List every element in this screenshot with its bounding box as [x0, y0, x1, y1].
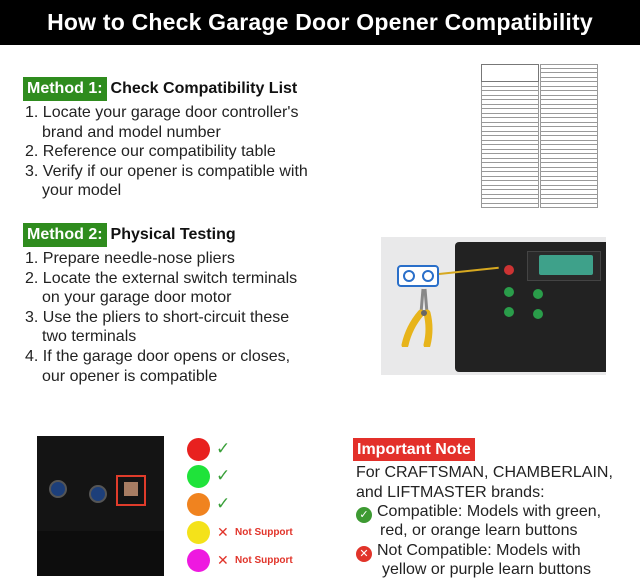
- method2-step-4-cont: our opener is compatible: [42, 367, 218, 385]
- pliers-icon: [401, 287, 441, 347]
- method2-steps: [25, 249, 297, 386]
- method2-heading: Physical Testing: [110, 226, 236, 243]
- method2-step-2-cont: on your garage door motor: [42, 289, 232, 307]
- indicator-light: [533, 309, 543, 319]
- table-row: [540, 204, 598, 209]
- method2-step-1: 1. Prepare needle-nose pliers: [25, 250, 235, 267]
- method1-heading: Check Compatibility List: [110, 80, 298, 97]
- indicator-light: [533, 289, 543, 299]
- learn-button: [124, 482, 138, 496]
- color-swatch: [187, 493, 210, 516]
- table-header-graphic: [481, 64, 539, 82]
- compatible-note-cont: red, or orange learn buttons: [380, 522, 578, 539]
- method2-badge: Method 2:: [23, 223, 107, 247]
- motor-terminal-photo: [381, 237, 606, 375]
- method1-badge: Method 1:: [23, 77, 107, 101]
- table-row: [481, 204, 539, 209]
- cross-icon: ✕: [217, 552, 229, 568]
- method1-step-3-cont: your model: [42, 182, 122, 200]
- method2-step-3-cont: two terminals: [42, 328, 137, 346]
- method2-title: [23, 223, 236, 247]
- note-line: and LIFTMASTER brands:: [356, 484, 545, 501]
- terminal-callout: [397, 265, 439, 287]
- cross-icon: ✕: [356, 546, 372, 562]
- color-swatch: [187, 438, 210, 461]
- title-banner: [0, 0, 640, 45]
- method2-step-4: 4. If the garage door opens or closes,: [25, 347, 291, 365]
- compatible-text: Compatible: Models with green,: [377, 503, 602, 520]
- indicator-light: [504, 265, 514, 275]
- color-swatch: [187, 521, 210, 544]
- not-support-label: Not Support: [235, 527, 293, 538]
- important-note-title: Important Note: [353, 438, 475, 461]
- cross-icon: ✕: [217, 524, 229, 540]
- method1-step-3: 3. Verify if our opener is compatible with: [25, 162, 308, 180]
- not-compatible-text: Not Compatible: Models with: [377, 542, 581, 559]
- terminal-strip: [539, 255, 593, 275]
- method2-step-2: 2. Locate the external switch terminals: [25, 269, 298, 287]
- method1-step-1: 1. Locate your garage door controller's: [25, 104, 299, 121]
- color-swatch: [187, 549, 210, 572]
- method1-step-1-cont: brand and model number: [42, 123, 221, 141]
- not-compatible-note-cont: yellow or purple learn buttons: [382, 561, 592, 578]
- not-compatible-note: [356, 541, 581, 562]
- method1-step-2: 2. Reference our compatibility table: [25, 143, 276, 161]
- method1-title: [23, 77, 297, 101]
- check-icon: ✓: [216, 466, 231, 485]
- learn-button-photo: [37, 436, 164, 576]
- color-swatch: [187, 465, 210, 488]
- method2-step-3: 3. Use the pliers to short-circuit these: [25, 308, 290, 326]
- check-icon: ✓: [356, 507, 372, 523]
- indicator-light: [504, 287, 514, 297]
- adjust-knob: [49, 480, 67, 498]
- unit-panel: [37, 531, 164, 576]
- method1-steps: [25, 103, 308, 201]
- indicator-light: [504, 307, 514, 317]
- compatible-note: [356, 502, 601, 523]
- check-icon: ✓: [216, 494, 231, 513]
- note-line: For CRAFTSMAN, CHAMBERLAIN,: [356, 464, 613, 481]
- not-support-label: Not Support: [235, 555, 293, 566]
- page-title: How to Check Garage Door Opener Compatibility: [47, 9, 593, 35]
- compatibility-table-image: [479, 64, 599, 214]
- adjust-knob: [89, 485, 107, 503]
- check-icon: ✓: [216, 439, 231, 458]
